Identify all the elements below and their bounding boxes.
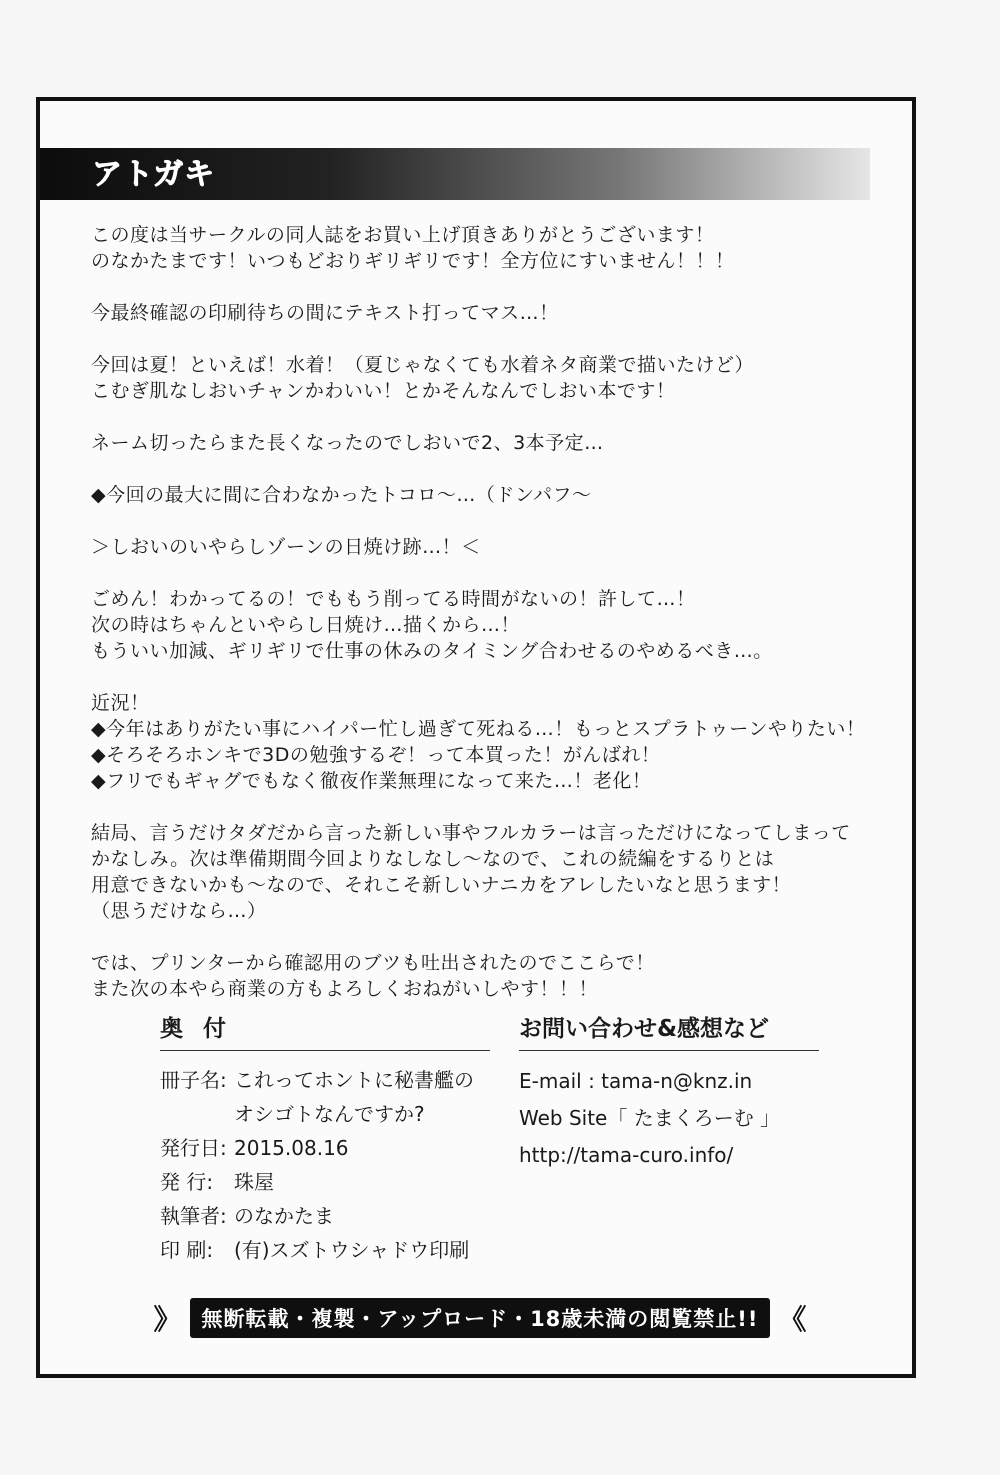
body-line: また次の本やら商業の方もよろしくおねがいしやす！！！	[91, 978, 599, 1000]
body-line: ネーム切ったらまた長くなったのでしおいで2、3本予定…	[91, 432, 604, 454]
colophon-label: 発行日:	[160, 1136, 227, 1160]
publish-date: 2015.08.16	[234, 1136, 349, 1160]
body-line: （思うだけなら…）	[91, 900, 267, 922]
body-line: かなしみ。次は準備期間今回よりなしなし～なので、これの続編をするりとは	[91, 848, 775, 870]
book-title-line2: オシゴトなんですか?	[234, 1102, 425, 1126]
author: のなかたま	[234, 1204, 334, 1228]
body-line: こむぎ肌なしおいチャンかわいい！とかそんなんでしおい本です！	[91, 380, 676, 402]
body-line: 今最終確認の印刷待ちの間にテキスト打ってマス…！	[91, 302, 559, 324]
warning-banner	[140, 1298, 820, 1338]
colophon-row-date	[160, 1131, 490, 1165]
contact-divider	[519, 1050, 819, 1051]
book-title-line1: これってホントに秘書艦の	[234, 1068, 474, 1092]
contact-url: http://tama-curo.info/	[519, 1143, 734, 1167]
colophon-row-publisher	[160, 1165, 490, 1199]
printer: (有)スズトウシャドウ印刷	[234, 1238, 470, 1262]
contact-title: お問い合わせ&感想など	[519, 1016, 770, 1042]
body-line: もういい加減、ギリギリで仕事の休みのタイミング合わせるのやめるべき…。	[91, 640, 773, 662]
contact-email: E-mail : tama-n@knz.in	[519, 1069, 753, 1093]
afterword-body	[91, 222, 881, 1002]
publisher: 珠屋	[234, 1170, 274, 1194]
paragraph-gap	[91, 404, 881, 430]
warning-right-arrow: 《	[778, 1303, 807, 1336]
body-line: ＞しおいのいやらしゾーンの日焼け跡…！＜	[91, 536, 481, 558]
body-line: 次の時はちゃんといやらし日焼け…描くから…！	[91, 614, 521, 636]
colophon-label: 執筆者:	[160, 1204, 227, 1228]
body-line: ◆そろそろホンキで3Dの勉強するぞ！って本買った！がんばれ！	[91, 744, 661, 766]
colophon-label: 冊子名:	[160, 1068, 227, 1092]
warning-left-arrow: 》	[153, 1303, 182, 1336]
colophon	[160, 1010, 490, 1267]
colophon-row-printer	[160, 1233, 490, 1267]
paragraph-gap	[91, 794, 881, 820]
colophon-row-author	[160, 1199, 490, 1233]
body-line: ◆今年はありがたい事にハイパー忙し過ぎて死ねる…！もっとスプラトゥーンやりたい！	[91, 718, 866, 740]
body-line: 今回は夏！といえば！水着！（夏じゃなくても水着ネタ商業で描いたけど）	[91, 354, 755, 376]
paragraph-gap	[91, 560, 881, 586]
paragraph-gap	[91, 456, 881, 482]
paragraph-gap	[91, 274, 881, 300]
colophon-label: 印 刷:	[160, 1238, 214, 1262]
warning-text: 無断転載・複製・アップロード・18歳未満の閲覧禁止!!	[190, 1298, 771, 1338]
body-line: では、プリンターから確認用のブツも吐出されたのでここらで！	[91, 952, 655, 974]
body-line: 結局、言うだけタダだから言った新しい事やフルカラーは言っただけになってしまって	[91, 822, 851, 844]
body-line: ◆今回の最大に間に合わなかったトコロ～…（ドンパフ～	[91, 484, 592, 506]
paragraph-gap	[91, 508, 881, 534]
body-line: 近況！	[91, 692, 150, 714]
contact-section	[519, 1010, 819, 1174]
contact-website: Web Site「 たまくろーむ 」	[519, 1106, 781, 1130]
body-line: のなかたまです！いつもどおりギリギリです！全方位にすいません！！！	[91, 250, 735, 272]
colophon-row-title	[160, 1063, 490, 1131]
page-title: アトガキ	[92, 157, 216, 192]
colophon-value	[234, 1063, 490, 1131]
paragraph-gap	[91, 326, 881, 352]
body-line: ごめん！わかってるの！でももう削ってる時間がないの！許して…！	[91, 588, 696, 610]
colophon-label: 発 行:	[160, 1170, 214, 1194]
body-line: 用意できないかも～なので、それこそ新しいナニカをアレしたいなと思うます！	[91, 874, 792, 896]
body-line: ◆フリでもギャグでもなく徹夜作業無理になって来た…！老化！	[91, 770, 652, 792]
colophon-title: 奥 付	[160, 1016, 233, 1042]
paragraph-gap	[91, 664, 881, 690]
body-line: この度は当サークルの同人誌をお買い上げ頂きありがとうございます！	[91, 224, 715, 246]
colophon-divider	[160, 1050, 490, 1051]
paragraph-gap	[91, 924, 881, 950]
